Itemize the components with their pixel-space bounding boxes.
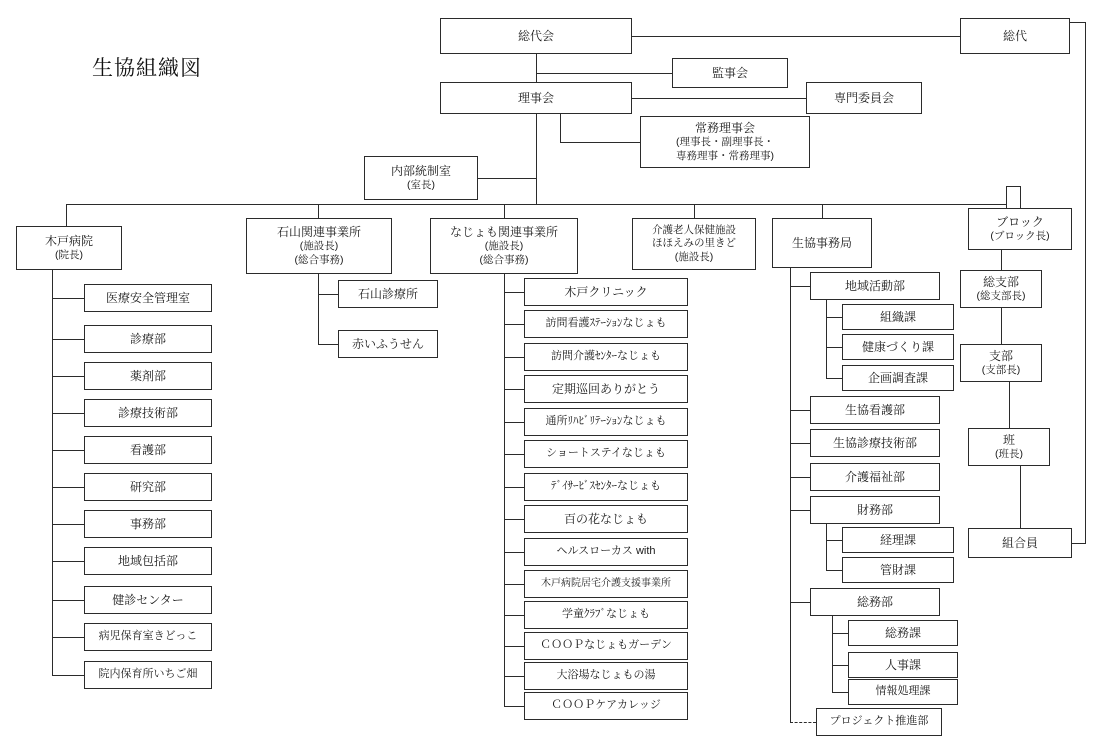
connector: [504, 552, 524, 553]
node-najomo-child-4[interactable]: 定期巡回ありがとう: [524, 375, 688, 403]
connector: [1009, 382, 1010, 428]
node-najomo-child-5[interactable]: 通所ﾘﾊﾋﾞﾘﾃｰｼｮﾝなじょも: [524, 408, 688, 436]
connector: [504, 292, 524, 293]
connector: [52, 450, 84, 451]
connector: [52, 524, 84, 525]
connector: [504, 706, 524, 707]
connector: [52, 487, 84, 488]
connector-dashed: [790, 722, 816, 723]
node-soushibu[interactable]: 総支部 (総支部長): [960, 270, 1042, 308]
node-block[interactable]: ブロック (ブロック長): [968, 208, 1072, 250]
node-kido-dept-2[interactable]: 診療部: [84, 325, 212, 353]
connector: [504, 389, 524, 390]
node-kido-dept-3[interactable]: 薬剤部: [84, 362, 212, 390]
connector: [66, 204, 67, 226]
connector: [504, 646, 524, 647]
node-najomo-child-3[interactable]: 訪問介護ｾﾝﾀｰなじょも: [524, 343, 688, 371]
node-najomo-child-13[interactable]: 大浴場なじょもの湯: [524, 662, 688, 690]
connector: [832, 616, 833, 692]
connector: [826, 300, 827, 378]
node-seikyo-kangobu[interactable]: 生協看護部: [810, 396, 940, 424]
connector: [1006, 186, 1020, 187]
connector: [790, 602, 810, 603]
connector: [1020, 466, 1021, 528]
connector: [536, 73, 672, 74]
node-kido-dept-1[interactable]: 医療安全管理室: [84, 284, 212, 312]
connector: [832, 665, 848, 666]
node-senmoniinkai[interactable]: 専門委員会: [806, 82, 922, 114]
node-chiiki-katsudou-bu[interactable]: 地域活動部: [810, 272, 940, 300]
connector: [318, 294, 338, 295]
node-naibutousei-shitsu[interactable]: 内部統制室 (室長): [364, 156, 478, 200]
connector: [52, 298, 84, 299]
connector: [52, 637, 84, 638]
node-kikaku-chousa-ka[interactable]: 企画調査課: [842, 365, 954, 391]
connector: [790, 410, 810, 411]
node-jouhou-shori-ka[interactable]: 情報処理課: [848, 679, 958, 705]
node-soumubu[interactable]: 総務部: [810, 588, 940, 616]
node-kido-dept-5[interactable]: 看護部: [84, 436, 212, 464]
connector: [504, 584, 524, 585]
connector: [1070, 22, 1085, 23]
connector: [52, 600, 84, 601]
node-najomo-child-12[interactable]: ＣＯＯＰなじょもガーデン: [524, 632, 688, 660]
connector: [504, 454, 524, 455]
node-rijikai[interactable]: 理事会: [440, 82, 632, 114]
node-zaimubu[interactable]: 財務部: [810, 496, 940, 524]
node-najomo-child-1[interactable]: 木戸クリニック: [524, 278, 688, 306]
connector: [536, 54, 537, 82]
connector: [504, 676, 524, 677]
connector: [826, 317, 842, 318]
node-shibu[interactable]: 支部 (支部長): [960, 344, 1042, 382]
node-akai-fuusen[interactable]: 赤いふうせん: [338, 330, 438, 358]
node-najomo-child-10[interactable]: 木戸病院居宅介護支援事業所: [524, 570, 688, 598]
connector: [1020, 186, 1021, 208]
connector: [1001, 250, 1002, 270]
connector: [318, 204, 319, 218]
node-kumiaiin[interactable]: 組合員: [968, 528, 1072, 558]
node-soumu-ka[interactable]: 総務課: [848, 620, 958, 646]
connector: [826, 378, 842, 379]
connector: [632, 98, 806, 99]
connector: [504, 615, 524, 616]
node-seikyo-shinryo-gijutsubu[interactable]: 生協診療技術部: [810, 429, 940, 457]
connector: [66, 204, 1006, 205]
connector: [560, 142, 640, 143]
connector: [318, 344, 338, 345]
connector: [832, 692, 848, 693]
connector: [52, 413, 84, 414]
node-jinji-ka[interactable]: 人事課: [848, 652, 958, 678]
connector: [560, 114, 561, 142]
connector: [504, 357, 524, 358]
connector: [790, 443, 810, 444]
node-kido-hospital[interactable]: 木戸病院 (院長): [16, 226, 122, 270]
connector: [52, 376, 84, 377]
connector: [832, 633, 848, 634]
node-joumurijikai[interactable]: 常務理事会 (理事長・副理事長・ 専務理事・常務理事): [640, 116, 810, 168]
node-najomo-office[interactable]: なじょも関連事業所 (施設長) (総合事務): [430, 218, 578, 274]
node-najomo-child-7[interactable]: ﾃﾞｲｻｰﾋﾞｽｾﾝﾀｰなじょも: [524, 473, 688, 501]
node-project-suishinbu[interactable]: プロジェクト推進部: [816, 708, 942, 736]
connector: [504, 519, 524, 520]
node-kido-dept-9[interactable]: 健診センター: [84, 586, 212, 614]
node-kaigo-roujin-hoken[interactable]: 介護老人保健施設 ほほえみの里きど (施設長): [632, 218, 756, 270]
node-keiri-ka[interactable]: 経理課: [842, 527, 954, 553]
connector: [790, 510, 810, 511]
connector: [826, 570, 842, 571]
node-najomo-child-9[interactable]: ヘルスローカス with: [524, 538, 688, 566]
node-kido-dept-4[interactable]: 診療技術部: [84, 399, 212, 427]
connector: [536, 114, 537, 204]
connector: [1006, 186, 1007, 208]
connector: [318, 274, 319, 344]
connector: [52, 675, 84, 676]
connector: [504, 204, 505, 218]
node-soudaikai[interactable]: 総代会: [440, 18, 632, 54]
node-najomo-child-14[interactable]: ＣＯＯＰケアカレッジ: [524, 692, 688, 720]
connector: [826, 524, 827, 570]
node-kido-dept-8[interactable]: 地域包括部: [84, 547, 212, 575]
connector: [694, 204, 695, 218]
connector: [822, 204, 823, 218]
node-seikyo-jimukyoku[interactable]: 生協事務局: [772, 218, 872, 268]
connector: [52, 561, 84, 562]
node-najomo-child-8[interactable]: 百の花なじょも: [524, 505, 688, 533]
node-najomo-child-6[interactable]: ショートステイなじょも: [524, 440, 688, 468]
node-kido-dept-10[interactable]: 病児保育室きどっこ: [84, 623, 212, 651]
node-kanzai-ka[interactable]: 管財課: [842, 557, 954, 583]
connector: [632, 36, 960, 37]
node-kanjikai[interactable]: 監事会: [672, 58, 788, 88]
connector: [1085, 22, 1086, 544]
node-kido-dept-7[interactable]: 事務部: [84, 510, 212, 538]
connector: [478, 178, 536, 179]
connector-dashed: [790, 602, 791, 722]
connector: [52, 270, 53, 675]
node-soudai[interactable]: 総代: [960, 18, 1070, 54]
node-kido-dept-6[interactable]: 研究部: [84, 473, 212, 501]
connector: [1001, 308, 1002, 344]
connector: [790, 286, 810, 287]
connector: [504, 422, 524, 423]
node-kenkou-zukuri-ka[interactable]: 健康づくり課: [842, 334, 954, 360]
connector: [504, 324, 524, 325]
connector: [504, 274, 505, 706]
node-ishiyama-office[interactable]: 石山関連事業所 (施設長) (総合事務): [246, 218, 392, 274]
node-kido-dept-11[interactable]: 院内保育所いちご畑: [84, 661, 212, 689]
node-han[interactable]: 班 (班長): [968, 428, 1050, 466]
node-soshiki-ka[interactable]: 組織課: [842, 304, 954, 330]
connector: [1072, 543, 1085, 544]
connector: [826, 540, 842, 541]
connector: [52, 339, 84, 340]
node-ishiyama-clinic[interactable]: 石山診療所: [338, 280, 438, 308]
connector: [790, 477, 810, 478]
node-kaigo-fukushibu[interactable]: 介護福祉部: [810, 463, 940, 491]
connector: [504, 487, 524, 488]
connector: [826, 347, 842, 348]
node-najomo-child-11[interactable]: 学童ｸﾗﾌﾞなじょも: [524, 601, 688, 629]
node-najomo-child-2[interactable]: 訪問看護ｽﾃｰｼｮﾝなじょも: [524, 310, 688, 338]
page-title: 生協組織図: [92, 57, 202, 80]
